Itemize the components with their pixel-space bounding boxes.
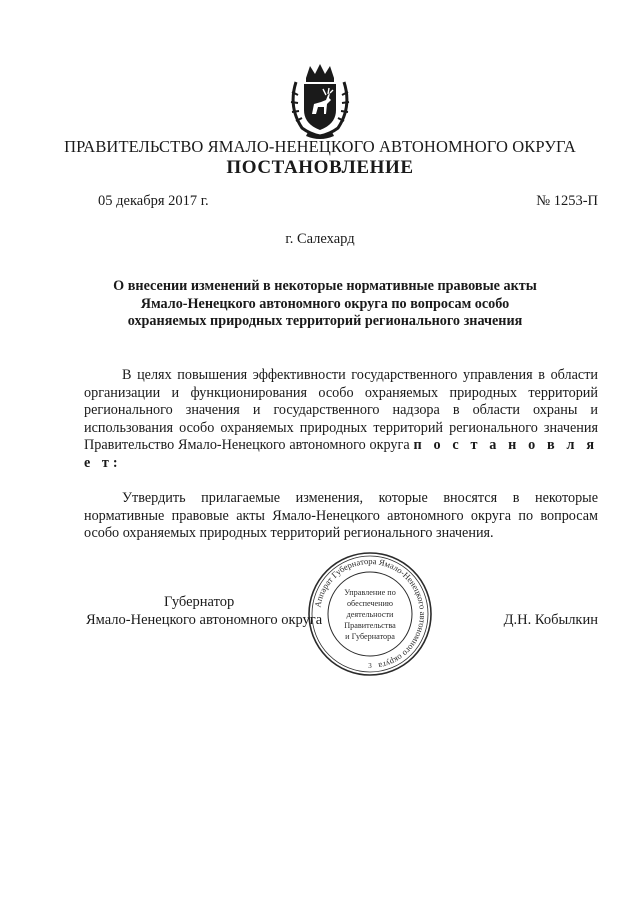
document-city: г. Салехард	[285, 231, 355, 247]
signatory-title: Губернатор	[164, 594, 235, 610]
document-number: № 1253-П	[536, 193, 598, 209]
stamp-line-5: и Губернатора	[345, 632, 395, 641]
government-heading: ПРАВИТЕЛЬСТВО ЯМАЛО-НЕНЕЦКОГО АВТОНОМНОГО ОКРУГА	[64, 137, 576, 156]
decree-word: п о с т а н о в л я е т:	[84, 437, 598, 471]
stamp-line-3: деятельности	[346, 610, 394, 619]
resolution-text: Утвердить прилагаемые изменения, которые вносятся в некоторые нормативные правовые акты Ямало-Ненецкого автономного округа по вопросам особо охраняемых природных территорий регионального значения.	[84, 490, 598, 541]
signatory-name: Д.Н. Кобылкин	[503, 612, 598, 628]
stamp-line-1: Управление по	[344, 588, 396, 597]
coat-of-arms-icon	[288, 62, 352, 140]
stamp-line-4: Правительства	[344, 621, 396, 630]
preamble-text: В целях повышения эффективности государственного управления в области организации и функционирования особо охраняемых природных территорий регионального значения и государственного надзора в области охраны и использования особо охраняемых природных территорий регионального значения Правительство Ямало-Ненецкого автономного округа	[84, 367, 598, 453]
stamp-ring-text: Аппарат Губернатора Ямало-Ненецкого автономного округа	[312, 555, 429, 672]
document-type-title: ПОСТАНОВЛЕНИЕ	[226, 157, 414, 178]
stamp-number: 3	[368, 662, 372, 670]
preamble-paragraph	[84, 367, 598, 472]
official-stamp	[306, 550, 434, 678]
stamp-line-2: обеспечению	[346, 599, 394, 608]
resolution-paragraph	[84, 490, 598, 543]
document-date: 05 декабря 2017 г.	[98, 193, 209, 209]
signatory-organization: Ямало-Ненецкого автономного округа	[86, 612, 323, 628]
document-subject: О внесении изменений в некоторые нормативные правовые акты Ямало-Ненецкого автономного округа по вопросам особо охраняемых природных территорий регионального значения	[113, 278, 537, 329]
